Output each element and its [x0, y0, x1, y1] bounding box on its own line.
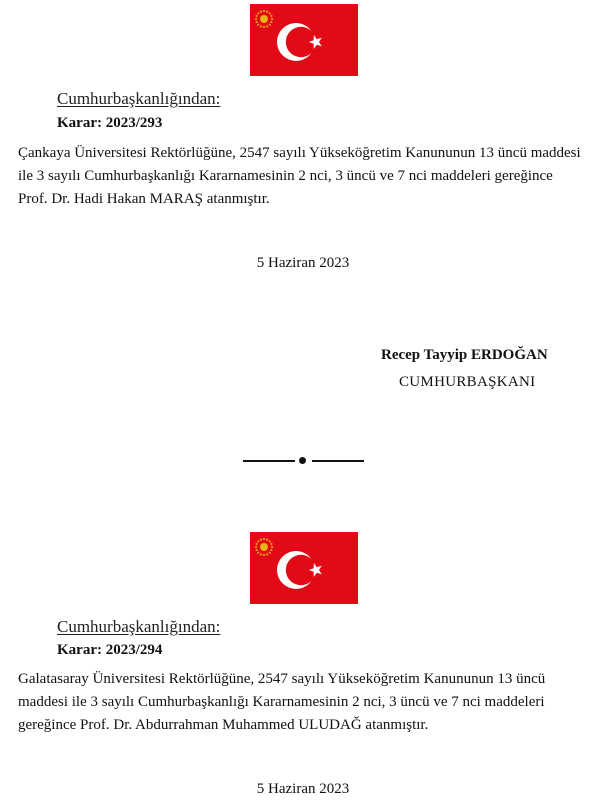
- decree-body-line: Galatasaray Üniversitesi Rektörlüğüne, 2547 sayılı Yükseköğretim Kanununun 13 üncü: [18, 671, 546, 687]
- decree-body-line: maddesi ile 3 sayılı Cumhurbaşkanlığı Kararnamesinin 2 nci, 3 üncü ve 7 nci maddeleri: [18, 694, 545, 710]
- turkish-flag-icon: [250, 4, 358, 76]
- issuer-heading: Cumhurbaşkanlığından:: [57, 89, 221, 108]
- decision-number: Karar: 2023/294: [57, 642, 163, 658]
- separator-line: [312, 460, 364, 462]
- signatory-name: Recep Tayyip ERDOĞAN: [381, 347, 548, 363]
- decree-body-line: ile 3 sayılı Cumhurbaşkanlığı Kararnamesinin 2 nci, 3 üncü ve 7 nci maddeleri gereğince: [18, 168, 553, 184]
- turkish-flag-icon: [250, 532, 358, 604]
- separator-line: [243, 460, 295, 462]
- decision-number: Karar: 2023/293: [57, 115, 163, 131]
- decree-body-line: gereğince Prof. Dr. Abdurrahman Muhammed ULUDAĞ atanmıştır.: [18, 717, 429, 733]
- dot-separator-icon: [0, 452, 606, 468]
- separator-dot: [299, 457, 306, 464]
- decree-body: [18, 668, 588, 737]
- decree-body-line: Prof. Dr. Hadi Hakan MARAŞ atanmıştır.: [18, 191, 270, 207]
- issuer-heading: Cumhurbaşkanlığından:: [57, 617, 221, 636]
- decree-date: 5 Haziran 2023: [256, 781, 350, 797]
- decree-body: [18, 142, 588, 211]
- signatory-title: CUMHURBAŞKANI: [399, 374, 536, 390]
- decree-date: 5 Haziran 2023: [256, 255, 350, 271]
- decree-body-line: Çankaya Üniversitesi Rektörlüğüne, 2547 sayılı Yükseköğretim Kanununun 13 üncü maddesi: [18, 145, 581, 161]
